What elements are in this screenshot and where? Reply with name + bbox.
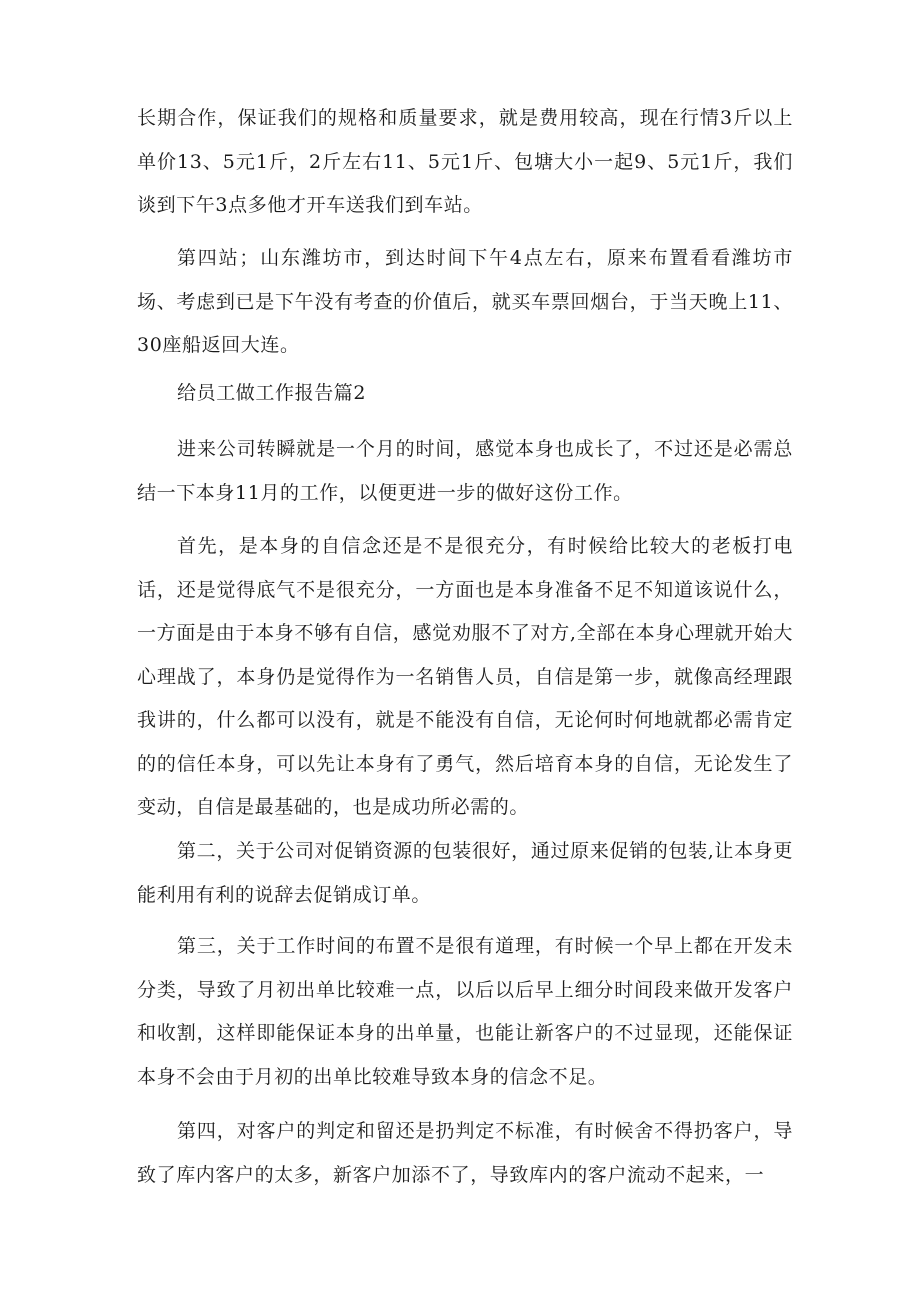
section-heading: 给员工做工作报告篇2 (177, 382, 367, 404)
paragraph-first: 首先，是本身的自信念还是不是很充分，有时候给比较大的老板打电话，还是觉得底气不是很充分，一方面也是本身准备不足不知道该说什么，一方面是由于本身不够有自信，感觉劝服不了对方,全部在本身心理就开始大心理战了，本身仍是觉得作为一名销售人员，自信是第一步，就像高经理跟我讲的，什么都可以没有，就是不能没有自信，无论何时何地就都必需肯定的的信任本身，可以先让本身有了勇气，然后培育本身的自信，无论发生了变动，自信是最基础的，也是成功所必需的。 (137, 535, 793, 818)
paragraph-third: 第三，关于工作时间的布置不是很有道理，有时候一个早上都在开发未分类，导致了月初出单比较难一点，以后以后早上细分时间段来做开发客户和收割，这样即能保证本身的出单量，也能让新客户的不过显现，还能保证本身不会由于月初的出单比较难导致本身的信念不足。 (137, 935, 793, 1088)
paragraph-continuation: 长期合作，保证我们的规格和质量要求，就是费用较高，现在行情3斤以上单价13、5元1斤，2斤左右11、5元1斤、包塘大小一起9、5元1斤，我们谈到下午3点多他才开车送我们到车站。 (137, 107, 793, 216)
paragraph-fourth-stop: 第四站；山东潍坊市，到达时间下午4点左右，原来布置看看潍坊市场、考虑到已是下午没有考查的价值后，就买车票回烟台，于当天晚上11、30座船返回大连。 (137, 247, 793, 356)
paragraph-intro: 进来公司转瞬就是一个月的时间，感觉本身也成长了，不过还是必需总结一下本身11月的工作，以便更进一步的做好这份工作。 (137, 438, 793, 504)
paragraph-fourth: 第四，对客户的判定和留还是扔判定不标准，有时候舍不得扔客户，导致了库内客户的太多，新客户加添不了，导致库内的客户流动不起来，一 (137, 1120, 793, 1186)
paragraph-second: 第二，关于公司对促销资源的包装很好，通过原来促销的包装,让本身更能利用有利的说辞去促销成订单。 (137, 840, 793, 906)
